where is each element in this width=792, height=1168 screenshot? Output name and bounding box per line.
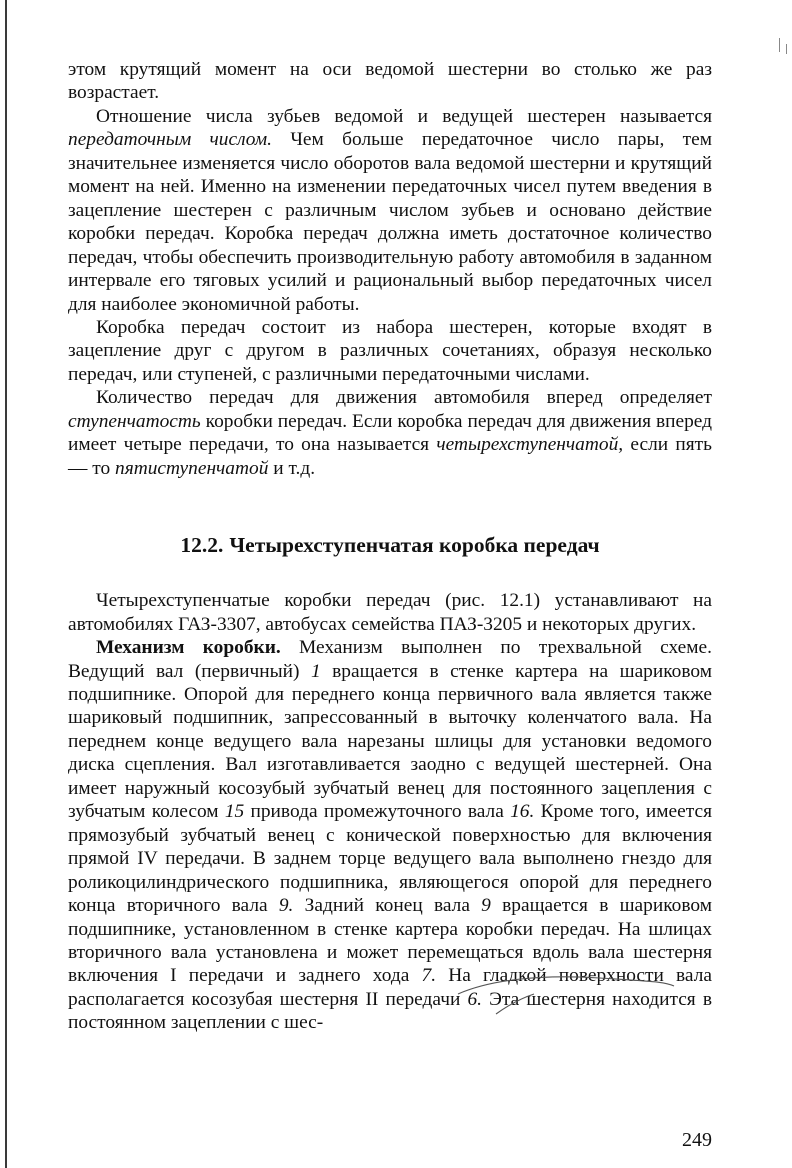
part-number: 15 bbox=[224, 801, 245, 823]
section-number: 12.2. bbox=[180, 533, 224, 558]
paragraph-text: привода промежуточного вала bbox=[244, 801, 511, 823]
part-number: 16. bbox=[510, 801, 535, 823]
term-five-speed: пятиступенчатой bbox=[115, 457, 269, 479]
scan-mark bbox=[779, 38, 780, 52]
paragraph-text: Чем больше передаточное число пары, тем значительнее изменяется число оборотов вала ведомой шестерни и крутящий момент на ней. Именно на изменении передаточных чисел путем введения в зацепление шестерен с различным числом зубьев и основано действие коробки передач. Коробка передач должна иметь достаточное количество передач, чтобы обеспечить производительную работу автомобиля в заданном интервале его тяговых усилий и рациональный выбор передаточных чисел для наиболее экономичной работы. bbox=[68, 129, 712, 315]
paragraph bbox=[68, 636, 712, 1035]
paragraph bbox=[68, 105, 712, 316]
term-stepping: ступенчатость bbox=[68, 410, 201, 432]
paragraph-text: Кроме того, имеется прямозубый зубчатый венец с конической поверхностью для включения прямой IV передачи. В заднем торце ведущего вала выполнено гнездо для роликоцилиндрического подшипника, являющегося опорой для переднего конца вторичного вала bbox=[68, 801, 712, 917]
paragraph-text: вращается в стенке картера на шариковом подшипнике. Опорой для переднего конца первичного вала является также шариковый подшипник, запрессованный в выточку коленчатого вала. На переднем конце ведущего вала нарезаны шлицы для установки ведомого диска сцепления. Вал изготавливается заодно с ведущей шестерней. Она имеет наружный косозубый зубчатый венец для постоянного зацепления с зубчатым колесом bbox=[68, 660, 712, 823]
paragraph bbox=[68, 589, 712, 636]
paragraph-text: если пять — то bbox=[68, 434, 712, 479]
paragraph-lead: Механизм коробки. bbox=[96, 637, 281, 659]
paragraph-text: Количество передач для движения автомобиля вперед определяет bbox=[96, 387, 712, 409]
paragraph bbox=[68, 58, 712, 105]
paragraph-text: Механизм выполнен по трехвальной схеме. Ведущий вал (первичный) bbox=[68, 637, 713, 682]
part-number: 9. bbox=[278, 895, 294, 917]
paragraph-text: Эта шестерня находится в постоянном зацеплении с шес- bbox=[68, 988, 712, 1034]
scan-edge bbox=[5, 0, 7, 1168]
section-title: Четырехступенчатая коробка передач bbox=[229, 533, 600, 558]
paragraph bbox=[68, 386, 712, 480]
part-number: 9 bbox=[481, 895, 491, 917]
paragraph-text: Отношение числа зубьев ведомой и ведущей шестерен называется bbox=[96, 105, 712, 127]
part-number: 1 bbox=[310, 660, 321, 682]
page-number: 249 bbox=[682, 1129, 712, 1151]
paragraph-text: На гладкой поверхности вала располагается косозубая шестерня II передачи bbox=[68, 965, 712, 1010]
scan-mark bbox=[786, 44, 787, 54]
paragraph-text: и т.д. bbox=[268, 457, 316, 479]
term-gear-ratio: передаточным числом. bbox=[68, 129, 272, 151]
paragraph bbox=[68, 316, 712, 386]
paragraph-text: вращается в шариковом подшипнике, установленном в стенке картера коробки передач. На шлицах вторичного вала установлена и может перемещаться вдоль вала шестерня включения I передачи и заднего хода bbox=[68, 895, 712, 987]
page-body bbox=[68, 58, 712, 1035]
paragraph-text: Задний конец вала bbox=[293, 895, 482, 917]
section-heading bbox=[68, 532, 712, 558]
part-number: 7. bbox=[421, 965, 437, 987]
part-number: 6. bbox=[467, 988, 482, 1010]
paragraph-text: Четырехступенчатые коробки передач (рис. 12.1) устанавливают на автомобилях ГАЗ-3307, автобусах семейства ПАЗ-3205 и некоторых других. bbox=[68, 590, 712, 635]
paragraph-text: Коробка передач состоит из набора шестерен, которые входят в зацепление друг с другом в различных сочетаниях, образуя несколько передач, или ступеней, с различными передаточными числами. bbox=[68, 316, 712, 385]
paragraph-text: коробки передач. Если коробка передач для движения вперед имеет четыре передачи, то она называется bbox=[68, 410, 712, 456]
term-four-speed: четырехступенчатой, bbox=[436, 434, 624, 456]
paragraph-text: этом крутящий момент на оси ведомой шестерни во столько же раз возрастает. bbox=[68, 59, 712, 104]
